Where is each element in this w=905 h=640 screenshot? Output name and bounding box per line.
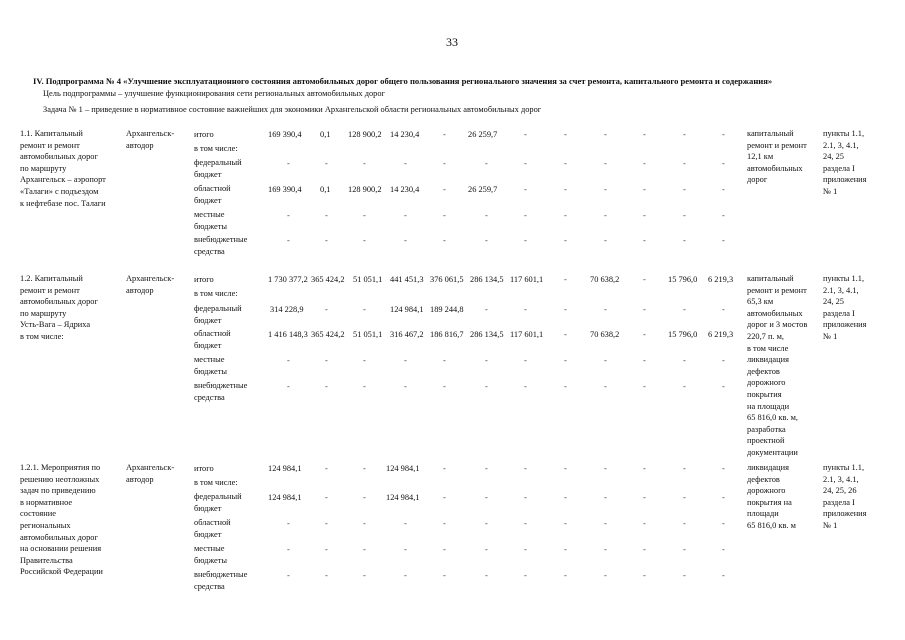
value-cell: - xyxy=(287,211,290,220)
value-cell: - xyxy=(485,356,488,365)
value-cell: - xyxy=(404,519,407,528)
value-cell: - xyxy=(683,236,686,245)
value-cell: - xyxy=(325,571,328,580)
value-cell: - xyxy=(564,159,567,168)
value-cell: - xyxy=(564,464,567,473)
value-cell: - xyxy=(443,464,446,473)
section-title: IV. Подпрограмма № 4 «Улучшение эксплуатационного состояния автомобильных дорог общего пользования регионального значения за счет ремонта, капитального ремонта и содержания» xyxy=(33,76,773,86)
source-label: федеральный бюджет xyxy=(194,492,242,513)
value-cell: - xyxy=(485,159,488,168)
value-cell: 15 796,0 xyxy=(668,275,698,284)
value-cell: - xyxy=(643,356,646,365)
value-cell: - xyxy=(443,236,446,245)
value-cell: - xyxy=(404,236,407,245)
value-cell: - xyxy=(643,464,646,473)
source-label: внебюджетные средства xyxy=(194,381,248,402)
value-cell: - xyxy=(287,236,290,245)
value-cell: - xyxy=(564,356,567,365)
value-cell: - xyxy=(485,464,488,473)
value-cell: - xyxy=(443,493,446,502)
document-link: пункты 1.1, 2.1, 3, 4.1, 24, 25 раздела I приложения № 1 xyxy=(823,274,867,341)
source-label: федеральный бюджет xyxy=(194,304,242,325)
value-cell: - xyxy=(325,236,328,245)
value-cell: - xyxy=(485,571,488,580)
source-label: итого xyxy=(194,130,214,139)
value-cell: - xyxy=(363,571,366,580)
value-cell: 286 134,5 xyxy=(470,275,504,284)
value-cell: 441 451,3 xyxy=(390,275,424,284)
value-cell: - xyxy=(604,464,607,473)
source-label: местные бюджеты xyxy=(194,355,228,376)
value-cell: - xyxy=(287,571,290,580)
source-label: федеральный бюджет xyxy=(194,158,242,179)
value-cell: - xyxy=(443,545,446,554)
value-cell: - xyxy=(404,382,407,391)
value-cell: 14 230,4 xyxy=(390,130,420,139)
source-label: внебюджетные средства xyxy=(194,570,248,591)
value-cell: - xyxy=(485,305,488,314)
value-cell: - xyxy=(564,236,567,245)
value-cell: - xyxy=(363,545,366,554)
value-cell: - xyxy=(722,382,725,391)
value-cell: - xyxy=(722,545,725,554)
source-label: в том числе: xyxy=(194,289,238,298)
value-cell: - xyxy=(325,305,328,314)
value-cell: - xyxy=(363,519,366,528)
value-cell: 14 230,4 xyxy=(390,185,420,194)
value-cell: - xyxy=(287,382,290,391)
value-cell: - xyxy=(404,211,407,220)
source-label: местные бюджеты xyxy=(194,210,228,231)
value-cell: - xyxy=(443,185,446,194)
source-label: итого xyxy=(194,464,214,473)
row-title: 1.1. Капитальный ремонт и ремонт автомобильных дорог по маршруту Архангельск – аэропорт «Талаги» с подъездом к нефтебазе пос. Талаги xyxy=(20,129,106,208)
value-cell: - xyxy=(722,236,725,245)
source-label: в том числе: xyxy=(194,144,238,153)
value-cell: - xyxy=(443,519,446,528)
executor: Архангельск- автодор xyxy=(126,463,175,484)
value-cell: 376 061,5 xyxy=(430,275,464,284)
value-cell: 365 424,2 xyxy=(311,275,345,284)
value-cell: - xyxy=(564,571,567,580)
source-label: внебюджетные средства xyxy=(194,235,248,256)
document-link: пункты 1.1, 2.1, 3, 4.1, 24, 25 раздела I приложения № 1 xyxy=(823,129,867,196)
expected-result: капитальный ремонт и ремонт 12,1 км автомобильных дорог xyxy=(747,129,807,185)
value-cell: 0,1 xyxy=(320,130,331,139)
source-label: областной бюджет xyxy=(194,329,231,350)
value-cell: 0,1 xyxy=(320,185,331,194)
value-cell: 186 816,7 xyxy=(430,330,464,339)
value-cell: 70 638,2 xyxy=(590,275,620,284)
value-cell: - xyxy=(564,545,567,554)
value-cell: - xyxy=(604,545,607,554)
value-cell: 124 984,1 xyxy=(268,464,302,473)
value-cell: - xyxy=(404,545,407,554)
value-cell: - xyxy=(325,356,328,365)
value-cell: - xyxy=(564,275,567,284)
value-cell: - xyxy=(524,211,527,220)
value-cell: - xyxy=(604,236,607,245)
value-cell: - xyxy=(524,236,527,245)
value-cell: - xyxy=(683,130,686,139)
value-cell: - xyxy=(524,130,527,139)
value-cell: - xyxy=(604,305,607,314)
value-cell: - xyxy=(722,493,725,502)
value-cell: - xyxy=(287,159,290,168)
value-cell: - xyxy=(683,185,686,194)
row-title: 1.2. Капитальный ремонт и ремонт автомобильных дорог по маршруту Усть-Вага – Ядриха в том числе: xyxy=(20,274,98,341)
value-cell: - xyxy=(325,382,328,391)
value-cell: 316 467,2 xyxy=(390,330,424,339)
value-cell: - xyxy=(287,545,290,554)
value-cell: 15 796,0 xyxy=(668,330,698,339)
value-cell: - xyxy=(443,159,446,168)
value-cell: - xyxy=(683,211,686,220)
value-cell: - xyxy=(363,493,366,502)
value-cell: - xyxy=(325,464,328,473)
value-cell: - xyxy=(564,130,567,139)
value-cell: - xyxy=(643,571,646,580)
value-cell: 365 424,2 xyxy=(311,330,345,339)
value-cell: - xyxy=(524,356,527,365)
value-cell: - xyxy=(683,356,686,365)
value-cell: 124 984,1 xyxy=(386,464,420,473)
value-cell: - xyxy=(363,211,366,220)
value-cell: - xyxy=(524,519,527,528)
page-number: 33 xyxy=(446,35,458,49)
value-cell: - xyxy=(485,519,488,528)
value-cell: 51 051,1 xyxy=(353,330,383,339)
source-label: местные бюджеты xyxy=(194,544,228,565)
value-cell: - xyxy=(485,236,488,245)
value-cell: - xyxy=(363,236,366,245)
value-cell: - xyxy=(524,464,527,473)
value-cell: - xyxy=(643,330,646,339)
value-cell: - xyxy=(524,305,527,314)
value-cell: - xyxy=(643,185,646,194)
value-cell: - xyxy=(325,211,328,220)
value-cell: - xyxy=(485,493,488,502)
value-cell: - xyxy=(325,545,328,554)
value-cell: - xyxy=(443,211,446,220)
value-cell: - xyxy=(604,159,607,168)
value-cell: - xyxy=(564,519,567,528)
value-cell: - xyxy=(683,305,686,314)
value-cell: - xyxy=(604,519,607,528)
value-cell: - xyxy=(683,159,686,168)
row-title: 1.2.1. Мероприятия по решению неотложных задач по приведению в нормативное состояние региональных автомобильных дорог на основании решения Правительства Российской Федерации xyxy=(20,463,103,577)
value-cell: - xyxy=(643,305,646,314)
value-cell: - xyxy=(643,519,646,528)
value-cell: 124 984,1 xyxy=(386,493,420,502)
value-cell: 6 219,3 xyxy=(708,330,734,339)
value-cell: - xyxy=(683,493,686,502)
value-cell: - xyxy=(643,130,646,139)
value-cell: - xyxy=(564,211,567,220)
value-cell: - xyxy=(604,571,607,580)
value-cell: 124 984,1 xyxy=(268,493,302,502)
value-cell: - xyxy=(524,159,527,168)
value-cell: - xyxy=(683,519,686,528)
source-label: областной бюджет xyxy=(194,518,231,539)
executor: Архангельск- автодор xyxy=(126,129,175,150)
value-cell: 1 730 377,2 xyxy=(268,275,308,284)
value-cell: - xyxy=(363,159,366,168)
value-cell: 26 259,7 xyxy=(468,130,498,139)
value-cell: - xyxy=(683,571,686,580)
value-cell: - xyxy=(363,305,366,314)
value-cell: - xyxy=(683,545,686,554)
source-label: итого xyxy=(194,275,214,284)
source-label: областной бюджет xyxy=(194,184,231,205)
value-cell: - xyxy=(325,159,328,168)
value-cell: - xyxy=(604,211,607,220)
value-cell: - xyxy=(524,382,527,391)
document-link: пункты 1.1, 2.1, 3, 4.1, 24, 25, 26 раздела I приложения № 1 xyxy=(823,463,867,530)
value-cell: - xyxy=(604,382,607,391)
value-cell: - xyxy=(443,130,446,139)
value-cell: - xyxy=(722,464,725,473)
value-cell: - xyxy=(325,493,328,502)
value-cell: 117 601,1 xyxy=(510,275,544,284)
value-cell: 26 259,7 xyxy=(468,185,498,194)
value-cell: 51 051,1 xyxy=(353,275,383,284)
value-cell: - xyxy=(643,275,646,284)
value-cell: - xyxy=(485,545,488,554)
executor: Архангельск- автодор xyxy=(126,274,175,295)
value-cell: - xyxy=(604,185,607,194)
value-cell: 128 900,2 xyxy=(348,185,382,194)
value-cell: - xyxy=(722,356,725,365)
value-cell: - xyxy=(325,519,328,528)
value-cell: - xyxy=(485,211,488,220)
value-cell: - xyxy=(443,571,446,580)
value-cell: - xyxy=(643,493,646,502)
value-cell: - xyxy=(524,493,527,502)
value-cell: - xyxy=(604,493,607,502)
value-cell: - xyxy=(722,159,725,168)
value-cell: - xyxy=(443,382,446,391)
value-cell: 124 984,1 xyxy=(390,305,424,314)
value-cell: - xyxy=(287,356,290,365)
value-cell: - xyxy=(287,519,290,528)
value-cell: - xyxy=(443,356,446,365)
value-cell: 6 219,3 xyxy=(708,275,734,284)
value-cell: - xyxy=(722,571,725,580)
value-cell: - xyxy=(404,571,407,580)
source-label: в том числе: xyxy=(194,478,238,487)
program-task: Задача № 1 – приведение в нормативное состояние важнейших для экономики Архангельской области региональных автомобильных дорог xyxy=(43,105,542,114)
value-cell: 314 228,9 xyxy=(270,305,304,314)
value-cell: 70 638,2 xyxy=(590,330,620,339)
program-goal: Цель подпрограммы – улучшение функционирования сети региональных автомобильных дорог xyxy=(43,89,385,98)
value-cell: - xyxy=(485,382,488,391)
value-cell: - xyxy=(722,185,725,194)
value-cell: - xyxy=(604,356,607,365)
expected-result: ликвидация дефектов дорожного покрытия на площади 65 816,0 кв. м xyxy=(747,463,796,530)
value-cell: - xyxy=(524,185,527,194)
value-cell: - xyxy=(722,130,725,139)
value-cell: - xyxy=(564,493,567,502)
value-cell: - xyxy=(604,130,607,139)
value-cell: - xyxy=(564,382,567,391)
value-cell: - xyxy=(524,571,527,580)
value-cell: - xyxy=(683,464,686,473)
value-cell: - xyxy=(363,356,366,365)
value-cell: - xyxy=(722,211,725,220)
value-cell: - xyxy=(363,464,366,473)
value-cell: 117 601,1 xyxy=(510,330,544,339)
value-cell: - xyxy=(722,519,725,528)
value-cell: - xyxy=(643,159,646,168)
value-cell: - xyxy=(363,382,366,391)
value-cell: - xyxy=(404,159,407,168)
value-cell: - xyxy=(564,185,567,194)
value-cell: 169 390,4 xyxy=(268,130,302,139)
value-cell: - xyxy=(404,356,407,365)
value-cell: 128 900,2 xyxy=(348,130,382,139)
value-cell: - xyxy=(643,236,646,245)
value-cell: 1 416 148,3 xyxy=(268,330,308,339)
value-cell: - xyxy=(643,545,646,554)
value-cell: - xyxy=(564,330,567,339)
value-cell: - xyxy=(524,545,527,554)
value-cell: 189 244,8 xyxy=(430,305,464,314)
value-cell: - xyxy=(564,305,567,314)
value-cell: 169 390,4 xyxy=(268,185,302,194)
value-cell: - xyxy=(722,305,725,314)
value-cell: 286 134,5 xyxy=(470,330,504,339)
value-cell: - xyxy=(643,382,646,391)
value-cell: - xyxy=(683,382,686,391)
expected-result: капитальный ремонт и ремонт 65,3 км автомобильных дорог и 3 мостов 220,7 п. м, в том числе ликвидация дефектов дорожного покрытия на площади 65 816,0 кв. м, разработка проектной документации xyxy=(747,274,808,457)
value-cell: - xyxy=(643,211,646,220)
